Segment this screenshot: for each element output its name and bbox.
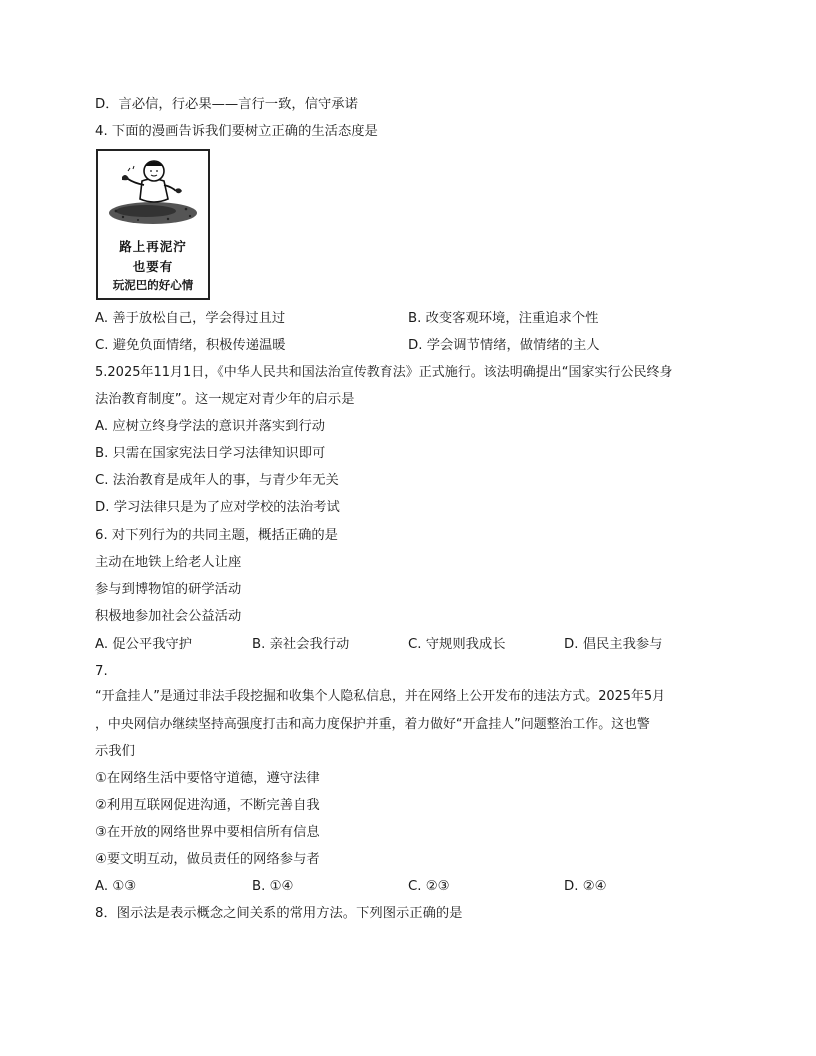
q6-option-a: A. 促公平我守护 [95,637,193,652]
q4-option-a: A. 善于放松自己，学会得过且过 [95,311,286,326]
q7-item-3: ③在开放的网络世界中要相信所有信息 [95,825,320,840]
q7-number: 7. [95,664,108,679]
q7-option-d: D. ②④ [564,879,607,894]
comic-caption-line-3: 玩泥巴的好心情 [112,278,194,292]
q6-item-2: 参与到博物馆的研学活动 [95,582,242,597]
q7-option-a: A. ①③ [95,879,137,894]
q6-option-b: B. 亲社会我行动 [252,637,350,652]
q4-option-c: C. 避免负面情绪，积极传递温暖 [95,338,286,353]
q6-item-1: 主动在地铁上给老人让座 [95,555,242,570]
q4-option-b: B. 改变客观环境，注重追求个性 [408,311,599,326]
q7-stem-line-2: ，中央网信办继续坚持高强度打击和高力度保护并重，着力做好“开盒挂人”问题整治工作。这也警 [95,717,650,732]
prev-option-d: D．言必信，行必果——言行一致，信守承诺 [95,97,358,112]
q5-option-a: A. 应树立终身学法的意识并落实到行动 [95,419,326,434]
q8-stem: 8．图示法是表示概念之间关系的常用方法。下列图示正确的是 [95,906,463,921]
q6-option-d: D. 倡民主我参与 [564,637,663,652]
q7-option-c: C. ②③ [408,879,450,894]
q7-option-b: B. ①④ [252,879,294,894]
q7-item-4: ④要文明互动，做员责任的网络参与者 [95,852,320,867]
q5-stem-line-1: 5.2025年11月1日，《中华人民共和国法治宣传教育法》正式施行。该法明确提出“国家实行公民终身 [95,365,673,380]
q7-stem-line-1: “开盒挂人”是通过非法手段挖掘和收集个人隐私信息，并在网络上公开发布的违法方式。2025年5月 [95,689,665,704]
q5-option-b: B. 只需在国家宪法日学习法律知识即可 [95,446,326,461]
q5-option-d: D. 学习法律只是为了应对学校的法治考试 [95,500,340,515]
q6-option-c: C. 守规则我成长 [408,637,506,652]
q7-stem-line-3: 示我们 [95,744,135,759]
comic-caption-line-1: 路上再泥泞 [119,239,187,254]
q6-stem: 6. 对下列行为的共同主题，概括正确的是 [95,528,338,543]
q4-option-d: D. 学会调节情绪，做情绪的主人 [408,338,600,353]
q4-stem: 4. 下面的漫画告诉我们要树立正确的生活态度是 [95,124,378,139]
comic-caption-line-2: 也要有 [132,259,174,274]
q6-item-3: 积极地参加社会公益活动 [95,609,242,624]
comic-drawing-icon [98,151,208,231]
comic-image [96,149,210,300]
q7-item-1: ①在网络生活中要恪守道德，遵守法律 [95,771,320,786]
q5-option-c: C. 法治教育是成年人的事，与青少年无关 [95,473,339,488]
q7-item-2: ②利用互联网促进沟通，不断完善自我 [95,798,320,813]
q5-stem-line-2: 法治教育制度”。这一规定对青少年的启示是 [95,392,355,407]
